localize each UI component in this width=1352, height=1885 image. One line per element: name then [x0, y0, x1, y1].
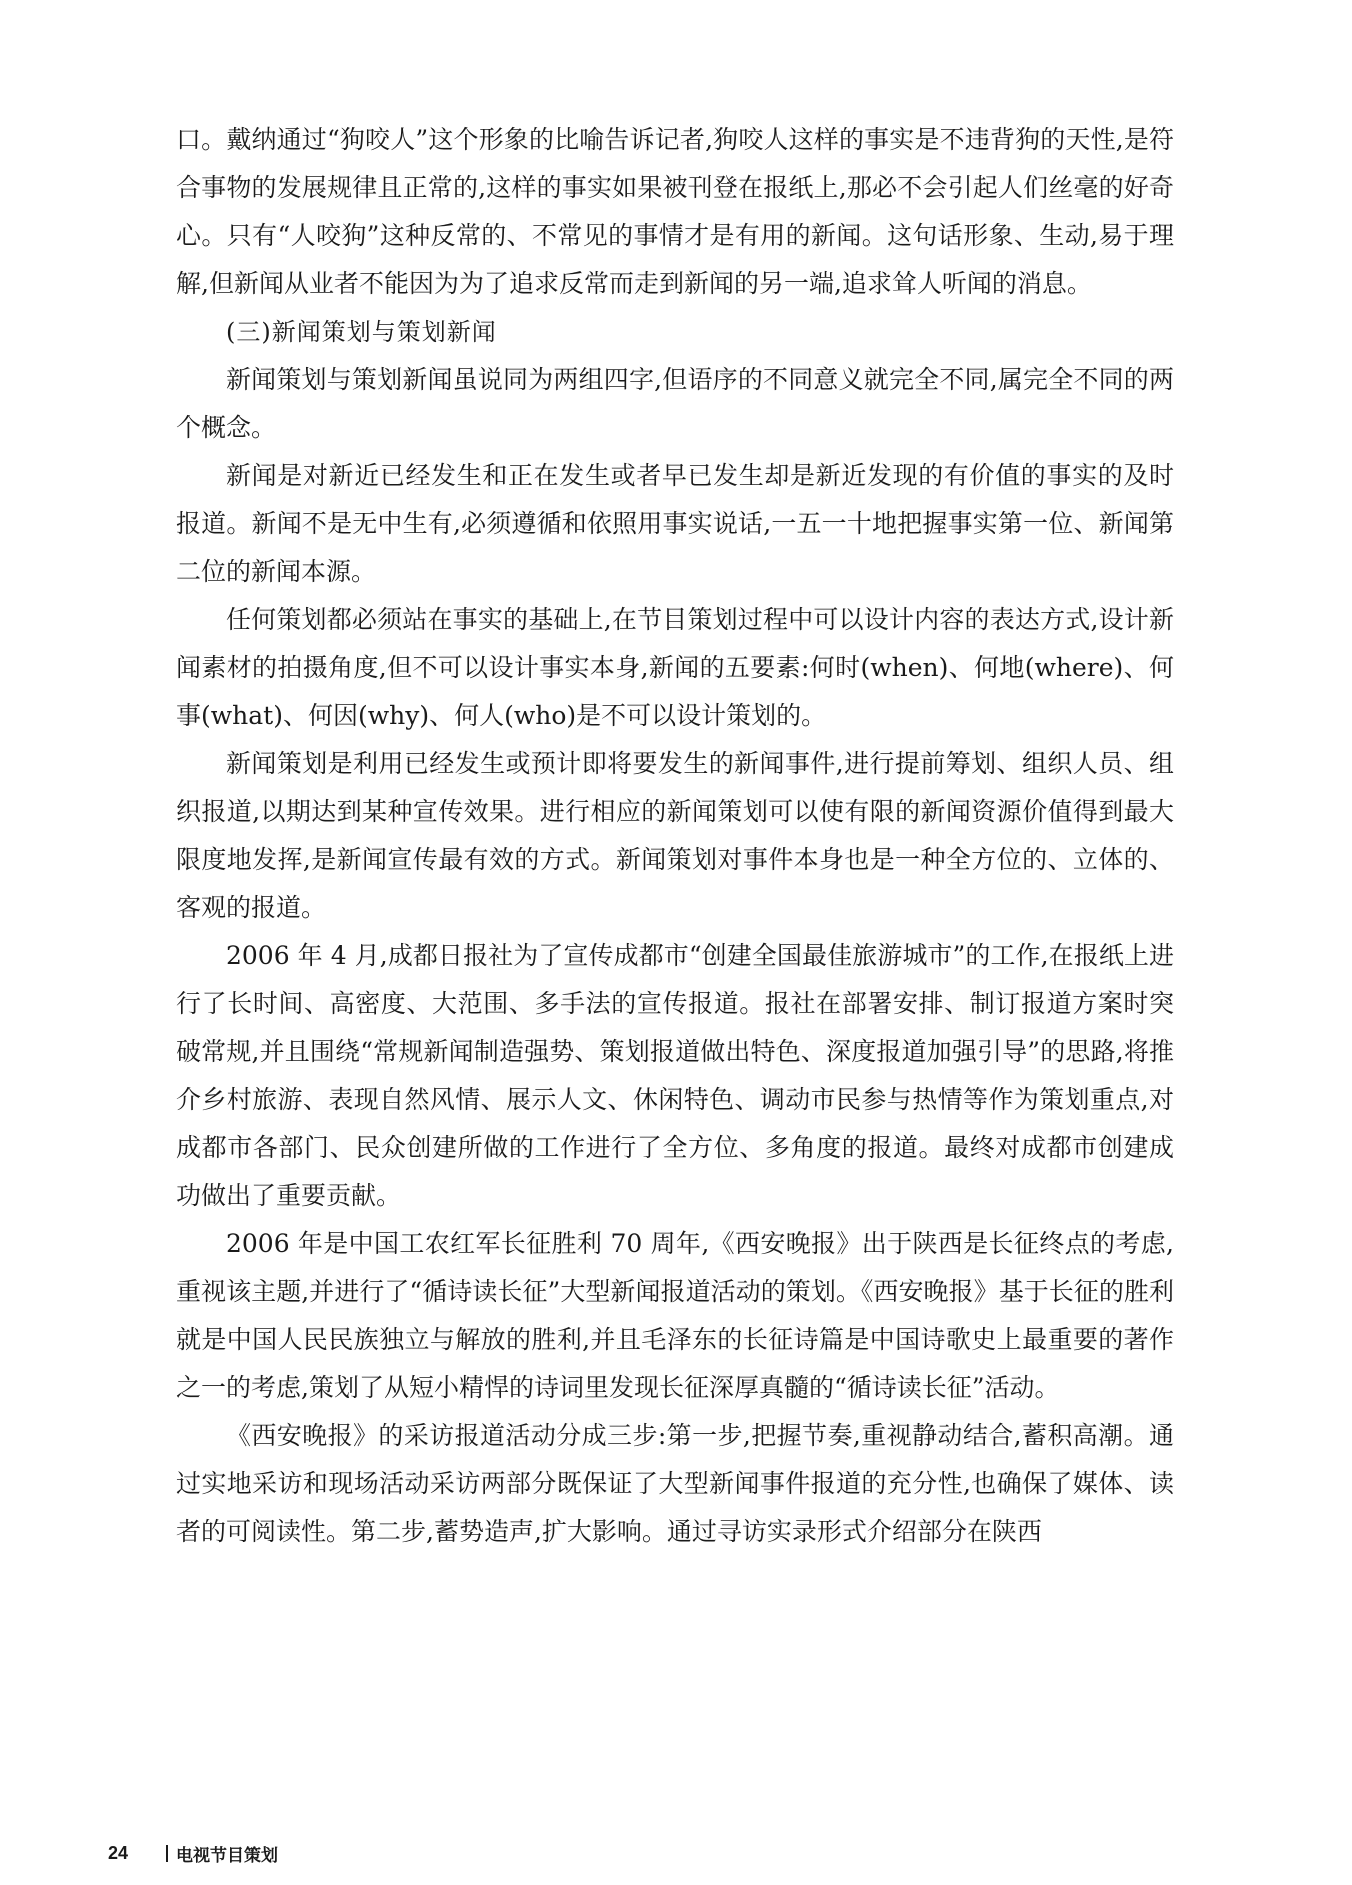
paragraph-dog-bites-man: 口。戴纳通过“狗咬人”这个形象的比喻告诉记者,狗咬人这样的事实是不违背狗的天性,是符合事物的发展规律且正常的,这样的事实如果被刊登在报纸上,那必不会引起人们丝毫的好奇心。只有“人咬狗”这种反常的、不常见的事情才是有用的新闻。这句话形象、生动,易于理解,但新闻从业者不能因为为了追求反常而走到新闻的另一端,追求耸人听闻的消息。	[176, 125, 1174, 298]
body-text	[176, 116, 1174, 1556]
page-number: 24	[108, 1842, 129, 1863]
book-title: 电视节目策划	[176, 1845, 279, 1865]
paragraph-definition-difference: 新闻策划与策划新闻虽说同为两组四字,但语序的不同意义就完全不同,属完全不同的两个概念。	[176, 365, 1174, 442]
paragraph-xian-steps: 《西安晚报》的采访报道活动分成三步:第一步,把握节奏,重视静动结合,蓄积高潮。通过实地采访和现场活动采访两部分既保证了大型新闻事件报道的充分性,也确保了媒体、读者的可阅读性。第二步,蓄势造声,扩大影响。通过寻访实录形式介绍部分在陕西	[176, 1421, 1174, 1546]
paragraph-news-planning: 新闻策划是利用已经发生或预计即将要发生的新闻事件,进行提前筹划、组织人员、组织报道,以期达到某种宣传效果。进行相应的新闻策划可以使有限的新闻资源价值得到最大限度地发挥,是新闻宣传最有效的方式。新闻策划对事件本身也是一种全方位的、立体的、客观的报道。	[176, 749, 1174, 922]
paragraph-xian-example: 2006 年是中国工农红军长征胜利 70 周年,《西安晚报》出于陕西是长征终点的考虑,重视该主题,并进行了“循诗读长征”大型新闻报道活动的策划。《西安晚报》基于长征的胜利就是中国人民民族独立与解放的胜利,并且毛泽东的长征诗篇是中国诗歌史上最重要的著作之一的考虑,策划了从短小精悍的诗词里发现长征深厚真髓的“循诗读长征”活动。	[176, 1229, 1174, 1402]
section-heading: (三)新闻策划与策划新闻	[226, 318, 497, 346]
paragraph-news-definition: 新闻是对新近已经发生和正在发生或者早已发生却是新近发现的有价值的事实的及时报道。新闻不是无中生有,必须遵循和依照用事实说话,一五一十地把握事实第一位、新闻第二位的新闻本源。	[176, 461, 1174, 586]
paragraph-five-elements: 任何策划都必须站在事实的基础上,在节目策划过程中可以设计内容的表达方式,设计新闻素材的拍摄角度,但不可以设计事实本身,新闻的五要素:何时(when)、何地(where)、何事(what)、何因(why)、何人(who)是不可以设计策划的。	[176, 605, 1174, 730]
page-footer	[108, 1838, 278, 1868]
footer-divider	[166, 1845, 168, 1862]
paragraph-chengdu-example: 2006 年 4 月,成都日报社为了宣传成都市“创建全国最佳旅游城市”的工作,在报纸上进行了长时间、高密度、大范围、多手法的宣传报道。报社在部署安排、制订报道方案时突破常规,并且围绕“常规新闻制造强势、策划报道做出特色、深度报道加强引导”的思路,将推介乡村旅游、表现自然风情、展示人文、休闲特色、调动市民参与热情等作为策划重点,对成都市各部门、民众创建所做的工作进行了全方位、多角度的报道。最终对成都市创建成功做出了重要贡献。	[176, 941, 1174, 1210]
